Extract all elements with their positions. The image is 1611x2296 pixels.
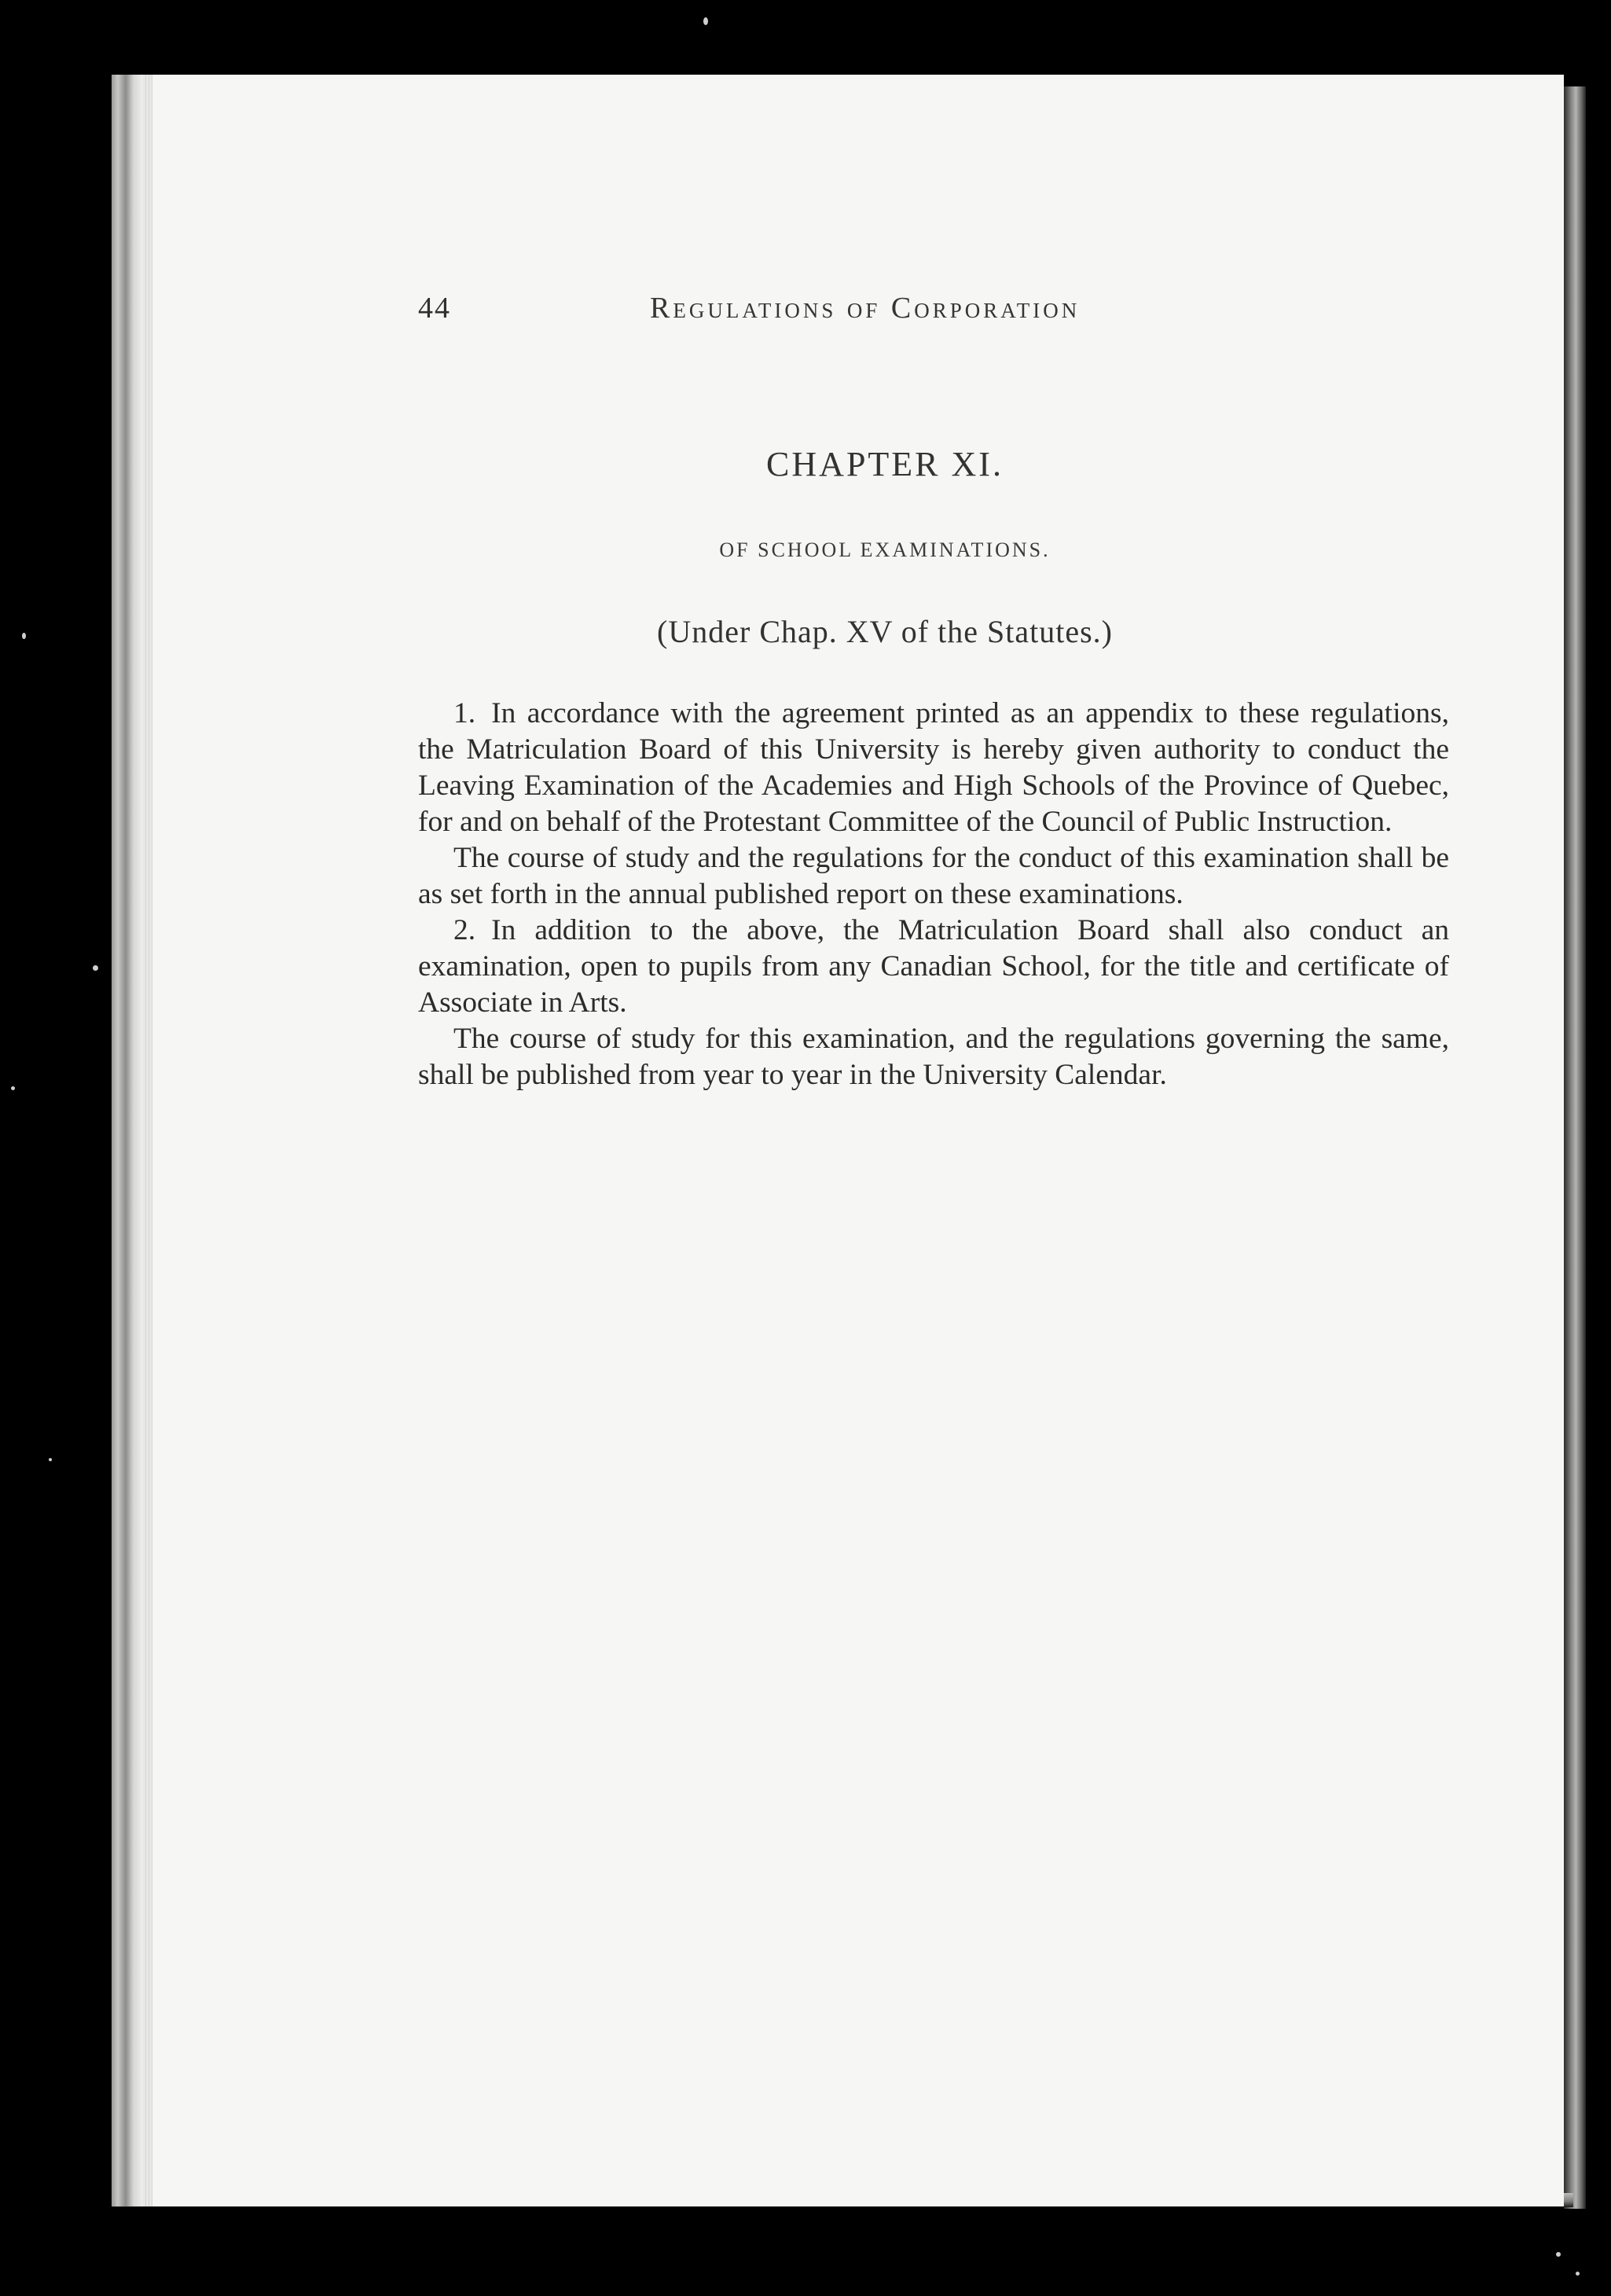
paragraph bbox=[418, 696, 1449, 840]
page-header bbox=[418, 291, 1283, 330]
scan-speck bbox=[93, 965, 98, 971]
paragraph bbox=[418, 1021, 1449, 1093]
paragraph-text: In addition to the above, the Matriculation Board shall also conduct an examination, open to pupils from any Canadian School, for the title and certificate of Associate in Arts. bbox=[418, 914, 1449, 1019]
paragraph bbox=[418, 840, 1449, 913]
scan-speck bbox=[703, 17, 708, 25]
scan-speck bbox=[49, 1458, 52, 1461]
scan-speck bbox=[22, 633, 26, 639]
running-head: Regulations of Corporation bbox=[650, 292, 1081, 325]
page-gutter bbox=[112, 75, 143, 2206]
book-page bbox=[112, 75, 1564, 2206]
paragraph-number: 1. bbox=[453, 697, 476, 729]
paragraph-text: The course of study and the regulations for the conduct of this examination shall be as set forth in the annual published report on these examinations. bbox=[418, 842, 1449, 910]
paragraph-text: In accordance with the agreement printed as an appendix to these regulations, the Matriculation Board of this University is hereby given authority to conduct the Leaving Examination of the Academies and High Schools of the Province of Quebec, for and on behalf of the Protestant Committee of the Council of Public Instruction. bbox=[418, 697, 1449, 838]
scan-speck bbox=[1576, 2272, 1580, 2276]
chapter-title: CHAPTER XI. bbox=[766, 445, 1004, 483]
paragraph-text: The course of study for this examination, and the regulations governing the same, shall be published from year to year in the University Calendar. bbox=[418, 1023, 1449, 1091]
page-edge-right bbox=[1564, 86, 1586, 2209]
scan-speck bbox=[11, 1086, 15, 1090]
page-number: 44 bbox=[418, 292, 451, 325]
page-gutter-lines bbox=[143, 75, 152, 2206]
chapter-body bbox=[418, 696, 1449, 1093]
chapter-authority: (Under Chap. XV of the Statutes.) bbox=[657, 614, 1113, 649]
paragraph-number: 2. bbox=[453, 914, 476, 946]
paragraph bbox=[418, 913, 1449, 1021]
scan-speck bbox=[1556, 2252, 1561, 2257]
chapter-subtitle: OF SCHOOL EXAMINATIONS. bbox=[719, 538, 1051, 561]
